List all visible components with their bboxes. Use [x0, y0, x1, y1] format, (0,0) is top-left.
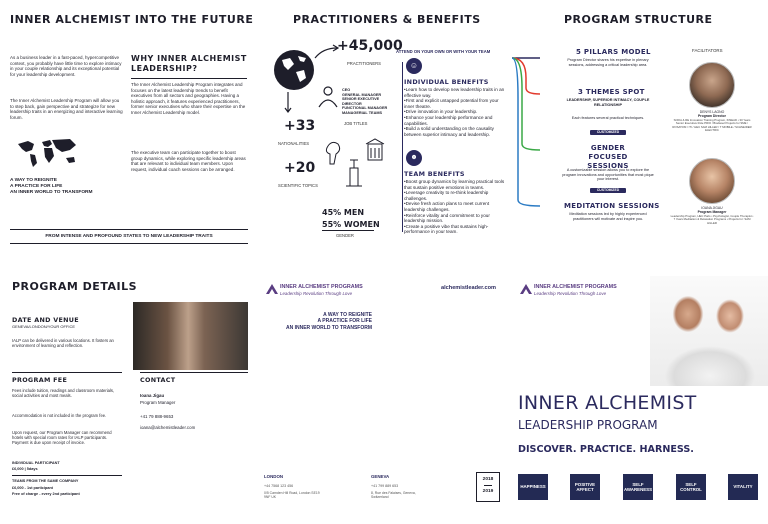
contact-title: CONTACT	[140, 376, 176, 384]
list-item: •Boost group dynamics by learning practical tools that sustain positive emotions in teams.	[404, 179, 505, 190]
panel-footer: FROM INTENSE AND PROFOUND STATES TO NEW LEADERSHIP TRAITS	[45, 234, 213, 239]
teams-price-2: Free of charge - every 2nd participant	[12, 492, 80, 496]
teams-divider	[12, 475, 122, 476]
contact-name: Ioana Jigau	[140, 393, 165, 398]
panel-into-the-future	[0, 0, 256, 262]
pillar-badge: VITALITY	[728, 474, 758, 500]
fee-text-3: Upon request, our Program Manager can recommend hotels with special room rates for IALP participants. Payment is due upon receipt of invoice.	[12, 430, 112, 446]
team-icon: ☻	[406, 150, 422, 166]
list-item: •First and explicit untapped potential from your inner theatre.	[404, 98, 499, 109]
topics-label: SCIENTIFIC TOPICS	[278, 183, 318, 188]
globe-icon	[272, 48, 316, 92]
individual-price: £6,000 | 5days	[12, 467, 38, 471]
hotspot-sub: LEADERSHIP, SUPERIOR INTIMACY, COUPLE RELATIONSHIP	[566, 98, 650, 107]
gender-sessions-title: GENDER FOCUSED SESSIONS	[587, 144, 629, 170]
panel-title: INNER ALCHEMIST INTO THE FUTURE	[10, 13, 254, 26]
individual-title: INDIVIDUAL BENEFITS	[404, 78, 489, 86]
meditation-text: Meditation sessions led by highly experienced practitioners will motivate and inspire you.	[569, 212, 647, 221]
customized-badge: CUSTOMIZED	[590, 188, 626, 193]
london-label: LONDON	[264, 474, 284, 479]
tagline-block	[256, 312, 372, 331]
facilitator-name: DENYS LAGNO	[699, 110, 725, 114]
facilitator-photo	[689, 158, 735, 204]
facilitator-description: SOFIA & RE Innovation Training Program, INSEAD • 30 Years Senior Executive Role PRIO / Biodiesel Projects for SME / ROSATOM / ITI / HEC SAM HILLER / T MOBILE / SCHNEIDER ELECTRIC	[672, 118, 752, 133]
website-link[interactable]: alchemistleader.com	[441, 285, 497, 291]
why-title-divider	[131, 78, 247, 79]
fee-divider	[12, 372, 122, 373]
intro-paragraph-2: The Inner Alchemist Leadership Program will allow you to step back, gain perspective and strategize for new leadership traits in an energizing and interactive learning forum.	[10, 98, 123, 120]
list-item: •Devise fresh action plans to meet current leadership challenges.	[404, 201, 490, 212]
team-title: TEAM BENEFITS	[404, 170, 465, 178]
job-title: GENERAL MANAGER	[342, 92, 382, 97]
people-icon	[316, 85, 340, 109]
logo-name: INNER ALCHEMIST PROGRAMS	[534, 284, 617, 290]
meditation-title: MEDITATION SESSIONS	[564, 202, 660, 210]
contact-divider	[140, 372, 248, 373]
panel-program-details	[0, 262, 256, 524]
list-item: •Learn how to develop new leadership traits in an effective way.	[404, 87, 505, 98]
contact-phone[interactable]: +41 79 888-9653	[140, 414, 174, 419]
gender-sessions-text: A customizable session allows you to explore the program innovations and opportunities that most pique your interest.	[562, 168, 654, 182]
facilitators-label: FACILITATORS	[692, 48, 723, 53]
job-title: SENIOR EXECUTIVE	[342, 97, 380, 102]
job-title: DIRECTOR	[342, 101, 362, 106]
why-paragraph-1: The Inner Alchemist Leadership Program integrates and focuses on the latest leadership trends to benefit executives from all sectors and geographies. Having a holistic approach, it features experienced practitioners, former senior executives who share their expertise on the Inner Alchemist Leadership model.	[131, 82, 246, 115]
pillars-title: 5 PILLARS MODEL	[576, 48, 651, 56]
logo-sub: Leadership Revolution Through Love	[280, 291, 353, 296]
individual-icon: ☺	[406, 58, 422, 74]
couple-photo	[133, 302, 248, 370]
arrow-down-icon	[284, 92, 292, 114]
job-titles-list	[342, 88, 387, 116]
year-end: 2019	[482, 489, 494, 494]
london-phone: +44 7568 123 456	[264, 484, 294, 488]
tagline-line-3: AN INNER WORLD TO TRANSFORM	[285, 324, 372, 331]
list-item: •Create a positive vibe that sustains high-performance in your team.	[404, 223, 489, 235]
year-separator	[484, 485, 492, 486]
timeline-line	[402, 62, 403, 232]
individual-list	[404, 87, 510, 137]
list-item: •Leverage creativity to re-think leadership challenges.	[404, 190, 489, 201]
team-list	[404, 179, 510, 235]
footer-divider-top	[10, 229, 248, 230]
list-item: •Build a solid understanding on the causality between superior intimacy and leadership.	[404, 126, 494, 137]
why-paragraph-2: The executive team can participate together to boost group dynamics, while exploring specific leadership areas that are relevant to individual team members. Upon request, individual coach sessions can be arranged.	[131, 150, 246, 172]
logo-icon	[520, 284, 532, 294]
panel-back-cover	[256, 262, 512, 524]
gender-underline	[322, 230, 374, 231]
couple-photo	[650, 276, 768, 386]
panel-title: PROGRAM DETAILS	[12, 280, 138, 293]
job-title: MANAGERIAL TEAMS	[342, 110, 383, 115]
year-box	[476, 472, 500, 502]
year-start: 2018	[482, 477, 494, 482]
cover-title: INNER ALCHEMIST	[518, 392, 697, 414]
individual-label: INDIVIDUAL PARTICIPANT	[12, 461, 60, 465]
facilitator-role: Program Manager	[697, 210, 727, 214]
teams-price-1: £6,000 - 1st participant	[12, 486, 53, 490]
geneva-phone: +41 799 889 653	[371, 484, 399, 488]
intro-paragraph-1: As a business leader in a fast-paced, hypercompetitive context, you probably have little time to explore intimacy in your couple relationship and its exceptional potential for your leadership development.	[10, 55, 122, 77]
panel-title: PRACTITIONERS & BENEFITS	[293, 13, 481, 26]
cover-slogan: DISCOVER. PRACTICE. HARNESS.	[518, 444, 694, 455]
logo-sub: Leadership Revolution Through Love	[534, 291, 607, 296]
pillar-badge: POSITIVE AFFECT	[570, 474, 600, 500]
geneva-label: GENEVA	[371, 474, 390, 479]
science-icon	[322, 138, 386, 194]
london-address: 0/5 Camden Hill Road, London SE19 9NF UK	[264, 491, 320, 500]
job-titles-label: JOB TITLES	[344, 121, 368, 126]
practitioners-label: PRACTITIONERS	[347, 61, 381, 66]
date-title: DATE AND VENUE	[12, 316, 79, 324]
job-title: FUNCTIONAL MANAGER	[342, 106, 388, 111]
tagline-line-2: A PRACTICE FOR LIFE	[10, 184, 63, 189]
teams-label: TEAMS FROM THE SAME COMPANY	[12, 479, 79, 483]
pillars-text: Program Director shares his expertise in plenary sessions, addressing a critical leadership area.	[567, 58, 649, 67]
fee-title: PROGRAM FEE	[12, 376, 68, 384]
facilitator-name: IOANA JIGAU	[701, 206, 723, 210]
world-map-icon	[14, 136, 80, 168]
panel-front-cover	[512, 262, 768, 524]
logo-name: INNER ALCHEMIST PROGRAMS	[280, 284, 363, 290]
tagline-block	[10, 178, 93, 196]
hotspot-text: Each features several practical techniques.	[571, 116, 645, 120]
attend-label: ATTEND ON YOUR OWN OR WITH YOUR TEAM	[396, 49, 491, 54]
fee-text-1: Fees include tuition, readings and classroom materials, social activities and most meals.	[12, 388, 115, 399]
practitioners-number: +45,000	[337, 38, 403, 54]
tagline-line-1: A WAY TO REIGNITE	[10, 178, 57, 183]
list-item: •Reinforce vitality and commitment to your leadership mission.	[404, 212, 490, 224]
list-item: •Drive innovation in your leadership.	[404, 109, 478, 115]
fee-text-2: Accommodation is not included in the program fee.	[12, 413, 107, 418]
nationalities-label: NATIONALITIES	[278, 141, 310, 146]
pillar-badge: HAPPINESS	[518, 474, 548, 500]
date-value: GENEVA/LONDON/YOUR OFFICE	[12, 324, 76, 329]
footer-divider-bottom	[10, 243, 248, 244]
pillar-badge: SELF CONTROL	[676, 474, 706, 500]
customized-badge: CUSTOMIZED	[590, 130, 626, 135]
list-item: •Enhance your leadership performance and capabilities.	[404, 114, 493, 126]
facilitator-photo	[689, 62, 735, 108]
cover-subtitle: LEADERSHIP PROGRAM	[518, 418, 658, 432]
panel-title: PROGRAM STRUCTURE	[564, 13, 713, 26]
facilitator-role: Program Director	[698, 114, 726, 118]
panel-program-structure	[512, 0, 768, 262]
tagline-line-3: AN INNER WORLD TO TRANSFORM	[10, 190, 93, 195]
facilitator-description: Leadership Program, HEC Paris • Psychologist, Couple Therapist • 7 Years Meditation & Relaxation Programs • Projects for: SAM HILLER	[670, 214, 754, 225]
pillar-badge: SELF AWARENESS	[623, 474, 653, 500]
structure-connectors	[512, 48, 552, 218]
date-text: IALP can be delivered in various locations. It fosters an environment of learning and reflection.	[12, 338, 114, 349]
nationalities-number: +33	[284, 118, 316, 134]
job-title: CEO	[342, 88, 351, 92]
geneva-address: 8, Rue des Falaises, Geneva, Switzerland	[371, 491, 416, 500]
topics-number: +20	[284, 160, 316, 176]
panel-practitioners-benefits	[256, 0, 512, 262]
gender-label: GENDER	[336, 233, 354, 238]
tagline-line-1: A WAY TO REIGNITE	[323, 312, 372, 318]
men-stat: 45% MEN	[322, 208, 365, 217]
hotspot-title: 3 THEMES SPOT	[578, 88, 645, 96]
contact-email[interactable]: ioana@alchemistleader.com	[140, 425, 196, 430]
women-stat: 55% WOMEN	[322, 220, 380, 229]
why-title: WHY INNER ALCHEMIST LEADERSHIP?	[131, 54, 247, 73]
logo-icon	[266, 284, 278, 294]
tagline-line-2: A PRACTICE FOR LIFE	[317, 318, 372, 325]
contact-role: Program Manager	[140, 400, 176, 405]
